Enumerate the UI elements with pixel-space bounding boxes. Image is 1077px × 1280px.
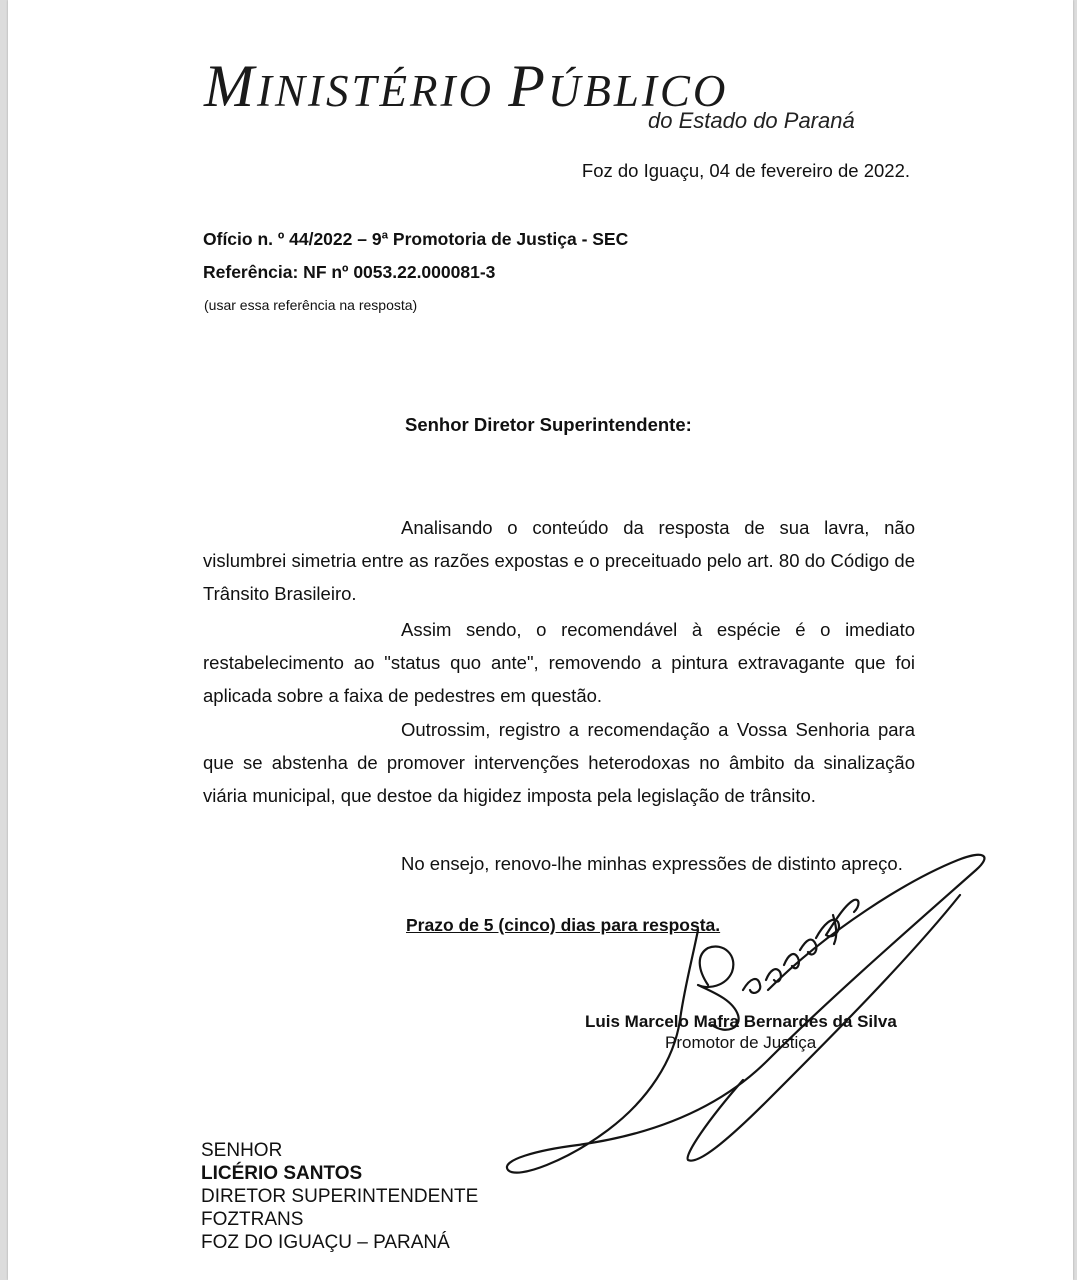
greeting: Senhor Diretor Superintendente:: [405, 414, 692, 435]
recipient-name: LICÉRIO SANTOS: [201, 1163, 363, 1184]
org-title-initial-m: M: [204, 53, 257, 119]
org-title-initial-p: P: [508, 53, 548, 119]
signer-role: Promotor de Justiça: [665, 1033, 817, 1052]
paragraph-2: Assim sendo, o recomendável à espécie é o imediato restabelecimento ao "status quo ante", removendo a pintura extravagante que foi aplicada sobre a faixa de pedestres em questão.: [203, 619, 915, 706]
reference-number: Referência: NF nº 0053.22.000081-3: [203, 262, 496, 282]
paragraph-1: Analisando o conteúdo da resposta de sua lavra, não vislumbrei simetria entre as razões expostas e o preceituado pelo art. 80 do Código de Trânsito Brasileiro.: [203, 517, 915, 604]
document-page: [8, 0, 1073, 1280]
recipient-salutation: SENHOR: [201, 1140, 283, 1161]
recipient-organization: FOZTRANS: [201, 1209, 304, 1230]
reference-note: (usar essa referência na resposta): [204, 297, 418, 313]
paragraph-4: No ensejo, renovo-lhe minhas expressões de distinto apreço.: [401, 853, 903, 874]
date-line: Foz do Iguaçu, 04 de fevereiro de 2022.: [581, 160, 910, 181]
signer-name: Luis Marcelo Mafra Bernardes da Silva: [585, 1012, 897, 1031]
recipient-title: DIRETOR SUPERINTENDENTE: [201, 1186, 479, 1207]
oficio-number: Ofício n. º 44/2022 – 9ª Promotoria de Justiça - SEC: [203, 229, 629, 249]
org-title: [204, 53, 729, 119]
response-deadline: Prazo de 5 (cinco) dias para resposta.: [406, 915, 721, 935]
org-title-rest-1: INISTÉRIO: [256, 66, 509, 116]
recipient-location: FOZ DO IGUAÇU – PARANÁ: [201, 1232, 450, 1253]
org-title-rest-2: ÚBLICO: [547, 66, 729, 116]
paragraph-3: Outrossim, registro a recomendação a Vossa Senhoria para que se abstenha de promover intervenções heterodoxas no âmbito da sinalização viária municipal, que destoe da higidez imposta pela legislação de trânsito.: [203, 719, 915, 806]
org-subtitle: do Estado do Paraná: [648, 108, 855, 133]
